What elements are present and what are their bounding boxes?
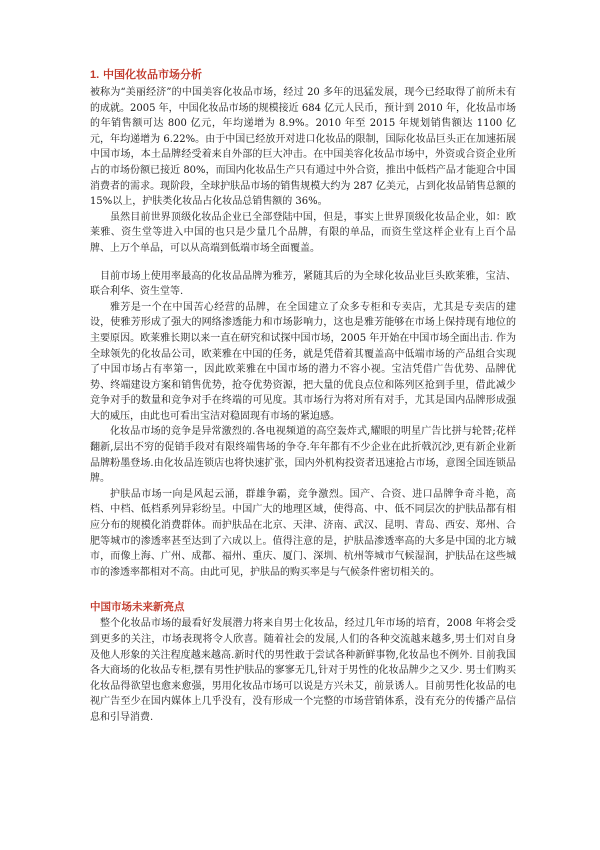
paragraph-mens-cosmetics: 整个化妆品市场的最看好发展潜力将来自男士化妆品，经过几年市场的培育，2008 年将会受到更多的关注，市场表现将令人欣喜。随着社会的发展,人们的各种交流越来越多,男士们对自身及他人形象的关注程度越来越高.新时代的男性敢于尝试各种新鲜事物,化妆品也不例外. 目前我国各大商场的化妆品专柜,摆有男性护肤品的寥寥无几,针对于男性的化妆品牌少之又少. 男士们购买化妆品得欲望也愈来愈强，男用化妆品市场可以说是方兴未艾，前景诱人。目前男性化妆品的电视广告至少在国内媒体上几乎没有，没有形成一个完整的市场营销体系，没有充分的传播产品信息和引导消费. [90, 618, 516, 723]
paragraph-competition: 化妆品市场的竞争是异常激烈的.各电视频道的高空轰炸式,耀眼的明星广告比拼与轮替;花样翻新,层出不穷的促销手段对有限终端售场的争夺.年年都有不少企业在此折戟沉沙,更有新企业新品牌粉墨登场.由化妆品连锁店也将快速扩张，国内外机构投资者迅速抢占市场，意图全国连锁品牌。 [90, 426, 516, 485]
section-number: 1. [90, 69, 100, 81]
paragraph-avon-loreal-pg: 雅芳是一个在中国苦心经营的品牌，在全国建立了众多专柜和专卖店，尤其是专卖店的建设，使雅芳形成了强大的网络渗透能力和市场影响力，这也是雅芳能够在市场上保持现有地位的主要原因。欧莱雅长期以来一直在研究和试探中国市场，2005 年开始在中国市场全面出击. 作为全球领先的化妆品公司，欧莱雅在中国的任务，就是凭借着其覆盖高中低端市场的产品组合实现了中国市场占有率第一，因此欧莱雅在中国市场的潜力不容小视。宝洁凭借广告优势、品牌优势、终端建设方案和销售优势，抢夺优势资源，把大量的优良点位和陈列区抢到手里，借此减少竞争对手的数量和竞争对手在终端的可见度。其市场行为将对所有对手，尤其是国内品牌形成强大的威压，由此也可看出宝洁对稳固现有市场的紧迫感。 [90, 301, 516, 422]
section-heading-market-analysis [90, 68, 516, 82]
paragraph-top-brands-entry: 虽然目前世界顶级化妆品企业已全部登陆中国，但是，事实上世界顶级化妆品企业，如：欧莱雅、资生堂等进入中国的也只是少量几个品牌，有限的单品，而资生堂这样企业有上百个品牌、上万个单品，可以从高端到低端市场全面覆盖。 [90, 211, 516, 254]
paragraph-skincare-market: 护肤品市场一向是风起云涌，群雄争霸，竞争激烈。国产、合资、进口品牌争奇斗艳，高档、中档、低档系列异彩纷呈。中国广大的地理区域，使得高、中、低不同层次的护肤品都有相应分布的规模化消费群体。而护肤品在北京、天津、济南、武汉、昆明、青岛、西安、郑州、合肥等城市的渗透率甚至达到了六成以上。值得注意的是，护肤品渗透率高的大多是中国的北方城市，而像上海、广州、成都、福州、重庆、厦门、深圳、杭州等城市气候湿润，护肤品在这些城市的渗透率都相对不高。由此可见，护肤品的购买率是与气候条件密切相关的。 [90, 488, 516, 578]
section-heading-future-highlights: 中国市场未来新亮点 [90, 601, 185, 614]
paragraph-brand-usage: 目前市场上使用率最高的化妆品品牌为雅芳，紧随其后的为全球化妆品业巨头欧莱雅，宝洁、联合利华、资生堂等. [90, 270, 516, 298]
section-title: 中国化妆品市场分析 [103, 68, 203, 81]
paragraph-market-overview: 被称为“美丽经济”的中国美容化妆品市场，经过 20 多年的迅猛发展，现今已经取得了前所未有的成就。2005 年，中国化妆品市场的规模接近 684 亿元人民币，预计到 2010 年，化妆品市场的年销售额可达 800 亿元，年均递增为 8.9%。2010 年至 2015 年规划销售额达 1100 亿元，年均递增为 6.22%。由于中国已经放开对进口化妆品的限制，国际化妆品巨头正在加速拓展中国市场，本土品牌经受着来自外部的巨大冲击。在中国美容化妆品市场中，外资或合资企业所占的市场份额已接近 80%，而国内化妆品生产只有通过中外合资，推出中低档产品才能迎合中国消费者的需求。现阶段，全球护肤品市场的销售规模大约为 287 亿美元，占到化妆品销售总额的 15%以上，护肤类化妆品占化妆品总销售额的 36%。 [90, 87, 516, 208]
